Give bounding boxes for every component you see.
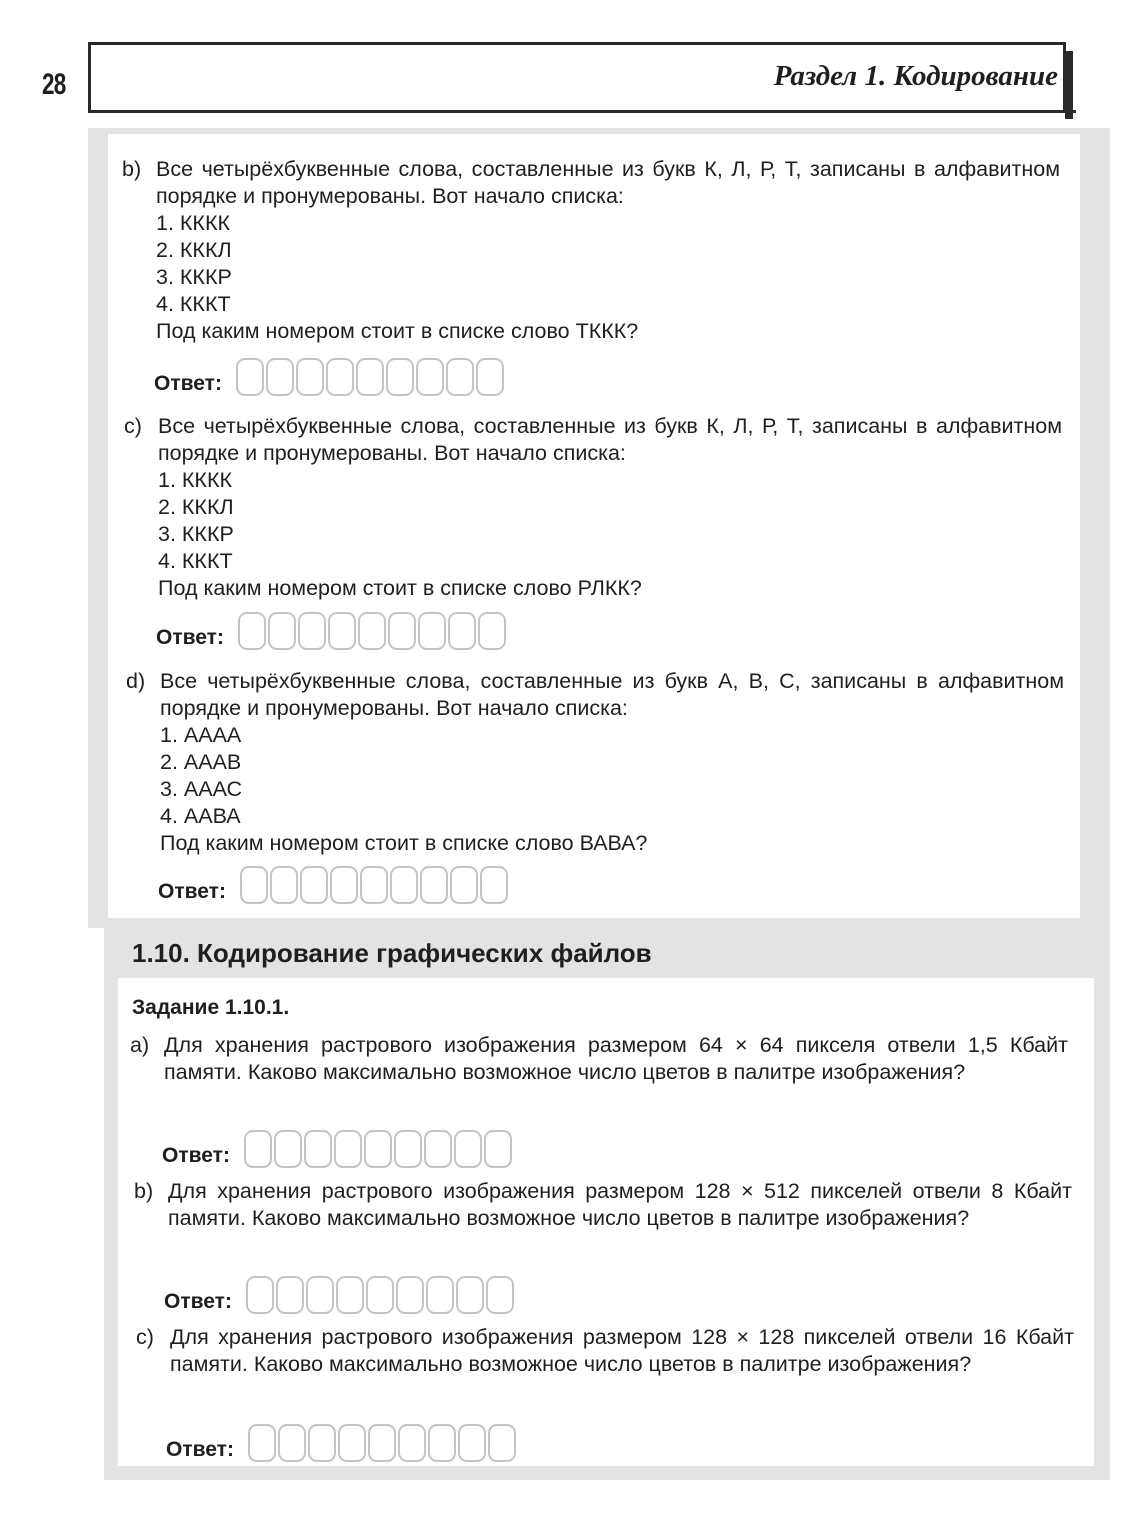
task-text: Все четырёхбуквенные слова, составленные из букв К, Л, Р, Т, записаны в алфавитном порядке и пронумерованы. Вот начало списка: xyxy=(158,414,1062,465)
answer-label: Ответ: xyxy=(166,1438,234,1461)
answer-cell[interactable] xyxy=(394,1130,422,1168)
answer-cells xyxy=(248,1424,518,1462)
answer-cell[interactable] xyxy=(364,1130,392,1168)
answer-cell[interactable] xyxy=(266,358,294,396)
answer-cell[interactable] xyxy=(458,1424,486,1462)
answer-cell[interactable] xyxy=(356,358,384,396)
answer-cell[interactable] xyxy=(418,612,446,650)
task-marker: c) xyxy=(136,1325,154,1349)
answer-cell[interactable] xyxy=(428,1424,456,1462)
list-item: 3. КККР xyxy=(156,265,232,289)
answer-cell[interactable] xyxy=(360,866,388,904)
answer-cell[interactable] xyxy=(334,1130,362,1168)
list-item: 2. КККЛ xyxy=(158,495,234,519)
list-item: 1. КККК xyxy=(156,211,231,235)
list-item: 4. ААВА xyxy=(160,804,241,828)
answer-cell[interactable] xyxy=(304,1130,332,1168)
answer-cell[interactable] xyxy=(236,358,264,396)
answer-cell[interactable] xyxy=(398,1424,426,1462)
answer-cells xyxy=(244,1130,514,1168)
answer-cells xyxy=(236,358,506,396)
answer-cell[interactable] xyxy=(488,1424,516,1462)
list-item: 2. КККЛ xyxy=(156,238,232,262)
answer-label: Ответ: xyxy=(158,880,226,903)
list-item: 4. КККТ xyxy=(158,549,233,573)
task-marker: b) xyxy=(122,157,142,181)
task-question: Под каким номером стоит в списке слово ТККК? xyxy=(156,319,639,343)
answer-cells xyxy=(246,1276,516,1314)
answer-cell[interactable] xyxy=(238,612,266,650)
task-question: Под каким номером стоит в списке слово РЛКК? xyxy=(158,576,642,600)
word-list xyxy=(158,467,1062,575)
task-heading: Задание 1.10.1. xyxy=(132,996,290,1019)
answer-cell[interactable] xyxy=(358,612,386,650)
answer-cells xyxy=(238,612,508,650)
answer-cell[interactable] xyxy=(484,1130,512,1168)
word-list xyxy=(160,722,1064,830)
answer-cell[interactable] xyxy=(330,866,358,904)
task-text: Для хранения растрового изображения размером 128 × 128 пикселей отвели 16 Кбайт памяти. Каково максимально возможное число цветов в палитре изображения? xyxy=(170,1325,1074,1376)
answer-label: Ответ: xyxy=(162,1144,230,1167)
answer-cell[interactable] xyxy=(386,358,414,396)
answer-cell[interactable] xyxy=(248,1424,276,1462)
answer-cell[interactable] xyxy=(486,1276,514,1314)
answer-cell[interactable] xyxy=(296,358,324,396)
answer-cell[interactable] xyxy=(276,1276,304,1314)
list-item: 3. АААС xyxy=(160,777,242,801)
answer-cell[interactable] xyxy=(366,1276,394,1314)
answer-cell[interactable] xyxy=(476,358,504,396)
answer-row xyxy=(158,866,510,904)
answer-cell[interactable] xyxy=(308,1424,336,1462)
answer-cell[interactable] xyxy=(424,1130,452,1168)
task-marker: b) xyxy=(134,1179,154,1203)
task-marker: a) xyxy=(130,1033,150,1057)
answer-cell[interactable] xyxy=(416,358,444,396)
answer-cell[interactable] xyxy=(446,358,474,396)
answer-cell[interactable] xyxy=(338,1424,366,1462)
section-header-title: Раздел 1. Кодирование xyxy=(773,60,1058,92)
task-marker: d) xyxy=(126,669,146,693)
page-number: 28 xyxy=(42,68,66,101)
answer-cell[interactable] xyxy=(278,1424,306,1462)
answer-cell[interactable] xyxy=(240,866,268,904)
answer-cell[interactable] xyxy=(390,866,418,904)
answer-row xyxy=(162,1130,514,1168)
task-question: Под каким номером стоит в списке слово ВАВА? xyxy=(160,831,648,855)
answer-cell[interactable] xyxy=(368,1424,396,1462)
answer-cells xyxy=(240,866,510,904)
task-marker: c) xyxy=(124,414,142,438)
header-rule xyxy=(88,110,1076,113)
answer-cell[interactable] xyxy=(274,1130,302,1168)
answer-cell[interactable] xyxy=(396,1276,424,1314)
answer-cell[interactable] xyxy=(300,866,328,904)
task-text: Все четырёхбуквенные слова, составленные из букв К, Л, Р, Т, записаны в алфавитном порядке и пронумерованы. Вот начало списка: xyxy=(156,157,1060,208)
list-item: 1. КККК xyxy=(158,468,233,492)
list-item: 3. КККР xyxy=(158,522,234,546)
answer-cell[interactable] xyxy=(456,1276,484,1314)
answer-cell[interactable] xyxy=(420,866,448,904)
list-item: 4. КККТ xyxy=(156,292,231,316)
answer-cell[interactable] xyxy=(268,612,296,650)
answer-cell[interactable] xyxy=(336,1276,364,1314)
answer-cell[interactable] xyxy=(306,1276,334,1314)
answer-row xyxy=(166,1424,518,1462)
answer-cell[interactable] xyxy=(326,358,354,396)
list-item: 1. АААА xyxy=(160,723,242,747)
answer-cell[interactable] xyxy=(244,1130,272,1168)
word-list xyxy=(156,210,1060,318)
answer-row xyxy=(164,1276,516,1314)
answer-cell[interactable] xyxy=(328,612,356,650)
answer-label: Ответ: xyxy=(154,372,222,395)
answer-row xyxy=(154,358,506,396)
answer-cell[interactable] xyxy=(270,866,298,904)
list-item: 2. АААВ xyxy=(160,750,242,774)
task-text: Все четырёхбуквенные слова, составленные из букв А, В, С, записаны в алфавитном порядке и пронумерованы. Вот начало списка: xyxy=(160,669,1064,720)
answer-cell[interactable] xyxy=(454,1130,482,1168)
answer-label: Ответ: xyxy=(164,1290,232,1313)
answer-label: Ответ: xyxy=(156,626,224,649)
answer-cell[interactable] xyxy=(450,866,478,904)
task-text: Для хранения растрового изображения размером 128 × 512 пикселей отвели 8 Кбайт памяти. Каково максимально возможное число цветов в палитре изображения? xyxy=(168,1179,1072,1230)
answer-cell[interactable] xyxy=(426,1276,454,1314)
answer-cell[interactable] xyxy=(298,612,326,650)
answer-cell[interactable] xyxy=(388,612,416,650)
answer-cell[interactable] xyxy=(478,612,506,650)
answer-cell[interactable] xyxy=(246,1276,274,1314)
task-text: Для хранения растрового изображения размером 64 × 64 пикселя отвели 1,5 Кбайт памяти. Каково максимально возможное число цветов в палитре изображения? xyxy=(164,1033,1068,1084)
answer-cell[interactable] xyxy=(480,866,508,904)
answer-row xyxy=(156,612,508,650)
section-title: 1.10. Кодирование графических файлов xyxy=(132,938,652,968)
answer-cell[interactable] xyxy=(448,612,476,650)
